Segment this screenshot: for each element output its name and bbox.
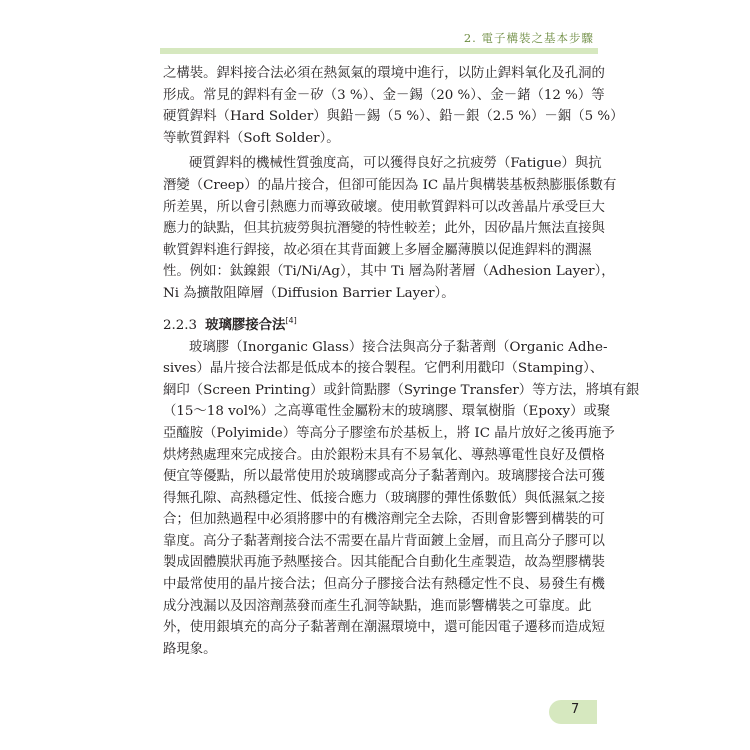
paragraph-glass-adhesive	[163, 337, 640, 661]
header-rule	[160, 48, 598, 54]
page-body	[163, 63, 640, 660]
text-line: 亞醯胺（Polyimide）等高分子膠塗布於基板上，將 IC 晶片放好之後再施予	[163, 425, 615, 441]
text-line: 軟質銲料進行銲接，故必須在其背面鍍上多層金屬薄膜以促進銲料的潤濕	[163, 242, 592, 258]
text-line: 得無孔隙、高熱穩定性、低接合應力（玻璃膠的彈性係數低）與低濕氣之接	[163, 490, 605, 506]
text-line: 硬質銲料的機械性質強度高，可以獲得良好之抗疲勞（Fatigue）與抗	[189, 156, 602, 172]
text-line: （15～18 vol%）之高導電性金屬粉末的玻璃膠、環氧樹脂（Epoxy）或聚	[163, 404, 611, 420]
paragraph-hard-soft-solder	[163, 153, 617, 304]
section-number: 2.2.3	[163, 317, 198, 333]
text-line: 玻璃膠（Inorganic Glass）接合法與高分子黏著劑（Organic Adhe-	[189, 339, 608, 355]
text-line: 製成固體膜狀再施予熱壓接合。因其能配合自動化生產製造，故為塑膠構裝	[163, 555, 605, 571]
text-line: 靠度。高分子黏著劑接合法不需要在晶片背面鍍上金層，而且高分子膠可以	[163, 533, 605, 549]
text-line: 應力的缺點，但其抗疲勞與抗潛變的特性較差；此外，因矽晶片無法直接與	[163, 221, 605, 237]
text-line: 合；但加熱過程中必須將膠中的有機溶劑完全去除，否則會影響到構裝的可	[163, 512, 605, 528]
text-line: 中最常使用的晶片接合法；但高分子膠接合法有熱穩定性不良、易發生有機	[163, 577, 605, 593]
running-header: 2. 電子構裝之基本步驟	[463, 31, 594, 45]
text-line: 路現象。	[163, 641, 217, 657]
paragraph-solder-types	[163, 63, 624, 149]
section-heading	[163, 310, 589, 332]
text-line: 外，使用銀填充的高分子黏著劑在潮濕環境中，還可能因電子遷移而造成短	[163, 620, 605, 636]
page-number: 7	[571, 702, 580, 717]
text-line: sives）晶片接合法都是低成本的接合製程。它們利用戳印（Stamping）、	[163, 361, 604, 377]
text-line: 網印（Screen Printing）或針筒點膠（Syringe Transfer）等方法，將填有銀	[163, 382, 640, 398]
section-reference: [4]	[285, 315, 297, 325]
text-line: 等軟質銲料（Soft Solder）。	[163, 130, 340, 146]
text-line: 硬質銲料（Hard Solder）與鉛－錫（5 %）、鉛－銀（2.5 %）－銦（5 %）	[163, 109, 624, 125]
text-line: 所差異，所以會引熱應力而導致破壞。使用軟質銲料可以改善晶片承受巨大	[163, 199, 605, 215]
text-line: 之構裝。銲料接合法必須在熱氮氣的環境中進行，以防止銲料氧化及孔洞的	[163, 66, 605, 81]
text-line: 潛變（Creep）的晶片接合，但卻可能因為 IC 晶片與構裝基板熱膨脹係數有	[163, 177, 617, 193]
section-title: 玻璃膠接合法	[205, 317, 286, 333]
text-line: 性。例如：鈦鎳銀（Ti/Ni/Ag），其中 Ti 層為附著層（Adhesion Layer），	[163, 264, 615, 280]
text-line: 便宜等優點，所以最常使用於玻璃膠或高分子黏著劑內。玻璃膠接合法可獲	[163, 469, 605, 485]
text-line: 形成。常見的銲料有金－矽（3 %）、金－錫（20 %）、金－鍺（12 %）等	[163, 87, 605, 103]
text-line: 成分洩漏以及因溶劑蒸發而產生孔洞等缺點，進而影響構裝之可靠度。此	[163, 598, 592, 614]
text-line: Ni 為擴散阻障層（Diffusion Barrier Layer）。	[163, 285, 455, 301]
text-line: 烘烤熱處理來完成接合。由於銀粉末具有不易氧化、導熱導電性良好及價格	[163, 447, 605, 463]
